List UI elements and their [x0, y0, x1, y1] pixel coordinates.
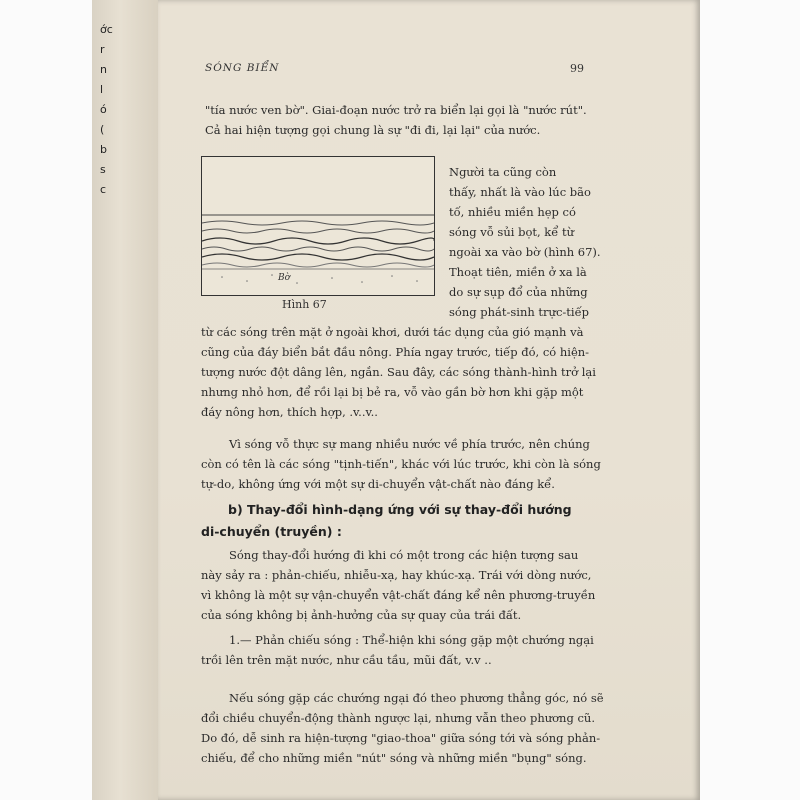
text-line: vì không là một sự vận-chuyển vật-chất đáng kể nên phương-truyền [201, 588, 596, 602]
fragment: s [100, 163, 106, 176]
background-right [700, 0, 800, 800]
paragraph-2 [201, 434, 601, 494]
paragraph-4 [201, 630, 594, 670]
text-line: này sảy ra : phản-chiếu, nhiễu-xạ, hay khúc-xạ. Trái với dòng nước, [201, 568, 592, 582]
running-header: SÓNG BIỂN [205, 62, 280, 74]
fragment: n [100, 63, 107, 76]
text-line: nhưng nhỏ hơn, để rồi lại bị bẻ ra, vỗ vào gần bờ hơn khi gặp một [201, 385, 584, 399]
text-line: từ các sóng trên mặt ở ngoài khơi, dưới tác dụng của gió mạnh và [201, 325, 584, 339]
fragment: b [100, 143, 107, 156]
text-line: sóng phát-sinh trực-tiếp [449, 305, 590, 319]
text-line: tố, nhiều miền hẹp có [449, 205, 576, 219]
section-heading-line-2: di-chuyển (truyền) : [201, 524, 342, 539]
paragraph-1 [201, 322, 596, 422]
text-line: tự-do, không ứng với một sự di-chuyển vật-chất nào đáng kể. [201, 477, 555, 491]
page-number: 99 [570, 62, 584, 75]
text-line: sóng vỗ sủi bọt, kể từ [449, 225, 575, 239]
fragment: ớc [100, 23, 113, 36]
text-line: cũng của đáy biển bắt đầu nông. Phía ngay trước, tiếp đó, có hiện- [201, 345, 590, 359]
side-text [449, 162, 601, 322]
fragment: ( [100, 123, 105, 136]
text-line: Cả hai hiện tượng gọi chung là sự "đi đi, lại lại" của nước. [205, 123, 541, 137]
text-line: trồi lên trên mặt nước, như cầu tầu, mũi đất, v.v .. [201, 653, 492, 667]
text-line: còn có tên là các sóng "tịnh-tiến", khác với lúc trước, khi còn là sóng [201, 457, 601, 471]
text-line: ngoài xa vào bờ (hình 67). [449, 245, 601, 259]
text-line: thấy, nhất là vào lúc bão [449, 185, 591, 199]
text-line: đáy nông hơn, thích hợp, .v..v.. [201, 405, 378, 419]
fragment: ó [100, 103, 107, 116]
paragraph-3 [201, 545, 595, 625]
left-page-fragments [100, 20, 113, 200]
section-heading-line-1: b) Thay-đổi hình-dạng ứng với sự thay-đổi hướng [228, 502, 572, 517]
text-line: đổi chiều chuyển-động thành ngược lại, nhưng vẫn theo phương cũ. [201, 711, 595, 725]
waves-drawing [202, 157, 434, 295]
text-line: Người ta cũng còn [449, 165, 557, 179]
text-line: của sóng không bị ảnh-hưởng của sự quay của trái đất. [201, 608, 522, 622]
text-line: chiếu, để cho những miền "nút" sóng và những miền "bụng" sóng. [201, 751, 587, 765]
intro-paragraph [205, 100, 587, 140]
text-line: Sóng thay-đổi hướng đi khi có một trong các hiện tượng sau [229, 548, 579, 562]
text-line: Vì sóng vỗ thực sự mang nhiều nước về phía trước, nên chúng [229, 437, 590, 451]
text-line: Do đó, dễ sinh ra hiện-tượng "giao-thoa" giữa sóng tới và sóng phản- [201, 731, 601, 745]
wave-illustration [201, 156, 435, 296]
text-line: 1.— Phản chiếu sóng : Thể-hiện khi sóng gặp một chướng ngại [229, 633, 594, 647]
text-line: Nếu sóng gặp các chướng ngại đó theo phương thẳng góc, nó sẽ [229, 691, 604, 705]
figure-label: Bờ [278, 273, 291, 283]
fragment: r [100, 43, 105, 56]
text-line: Thoạt tiên, miền ở xa là [449, 265, 587, 279]
text-line: "tía nước ven bờ". Giai-đoạn nước trở ra biển lại gọi là "nước rút". [205, 103, 587, 117]
fragment: l [100, 83, 104, 96]
figure-caption: Hình 67 [282, 298, 327, 311]
paragraph-5 [201, 688, 604, 768]
text-line: do sự sụp đổ của những [449, 285, 588, 299]
fragment: c [100, 183, 107, 196]
text-line: tượng nước đột dâng lên, ngắn. Sau đây, các sóng thành-hình trở lại [201, 365, 596, 379]
background-left [0, 0, 100, 800]
